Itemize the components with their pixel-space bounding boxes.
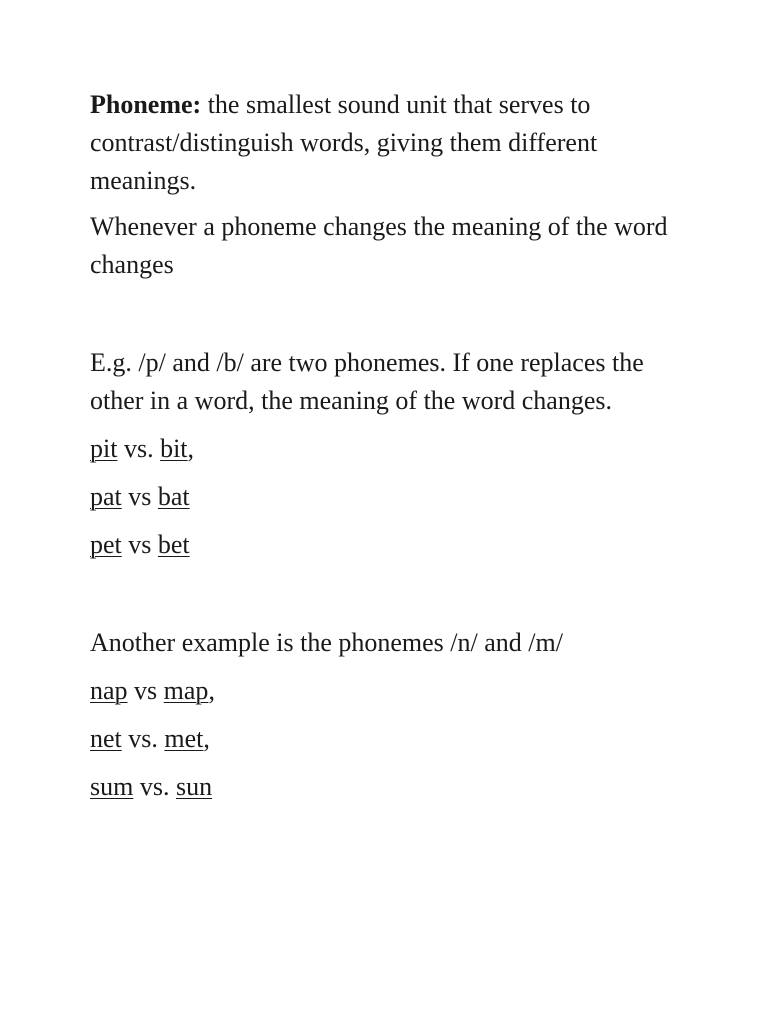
pair-punctuation: ,: [208, 676, 215, 705]
word-b: met: [164, 724, 204, 753]
pair-line-nap-map: [90, 672, 690, 710]
pair-separator: vs.: [117, 434, 161, 463]
pair-line-sum-sun: [90, 768, 690, 806]
word-b: bat: [157, 482, 190, 511]
word-b: sun: [175, 772, 213, 801]
pair-separator: vs.: [121, 724, 165, 753]
word-a: sum: [90, 772, 134, 801]
definition-text: the smallest sound unit that serves to contrast/distinguish words, giving them different meanings.: [90, 90, 598, 195]
word-a: pat: [90, 482, 122, 511]
pair-separator: vs: [121, 530, 158, 559]
another-example-paragraph: Another example is the phonemes /n/ and /m/: [90, 628, 563, 657]
definition-term: Phoneme:: [90, 90, 202, 119]
word-a: nap: [90, 676, 128, 705]
pair-line-pit-bit: [90, 430, 690, 468]
word-b: bet: [157, 530, 190, 559]
pair-separator: vs: [121, 482, 158, 511]
pair-line-pet-bet: [90, 526, 690, 564]
word-a: net: [90, 724, 122, 753]
word-a: pit: [90, 434, 118, 463]
definition-paragraph: [90, 86, 690, 200]
pair-line-pat-bat: [90, 478, 690, 516]
word-b: map: [163, 676, 209, 705]
pair-punctuation: ,: [187, 434, 195, 463]
word-b: bit: [160, 434, 188, 463]
pair-separator: vs: [127, 676, 164, 705]
example-intro-paragraph: E.g. /p/ and /b/ are two phonemes. If one replaces the other in a word, the meaning of the word changes.: [90, 348, 644, 415]
pair-punctuation: ,: [203, 724, 210, 753]
pair-separator: vs.: [133, 772, 176, 801]
word-a: pet: [90, 530, 122, 559]
whenever-paragraph: Whenever a phoneme changes the meaning of the word changes: [90, 212, 668, 279]
pair-line-net-met: [90, 720, 690, 758]
document-body: [90, 86, 690, 816]
